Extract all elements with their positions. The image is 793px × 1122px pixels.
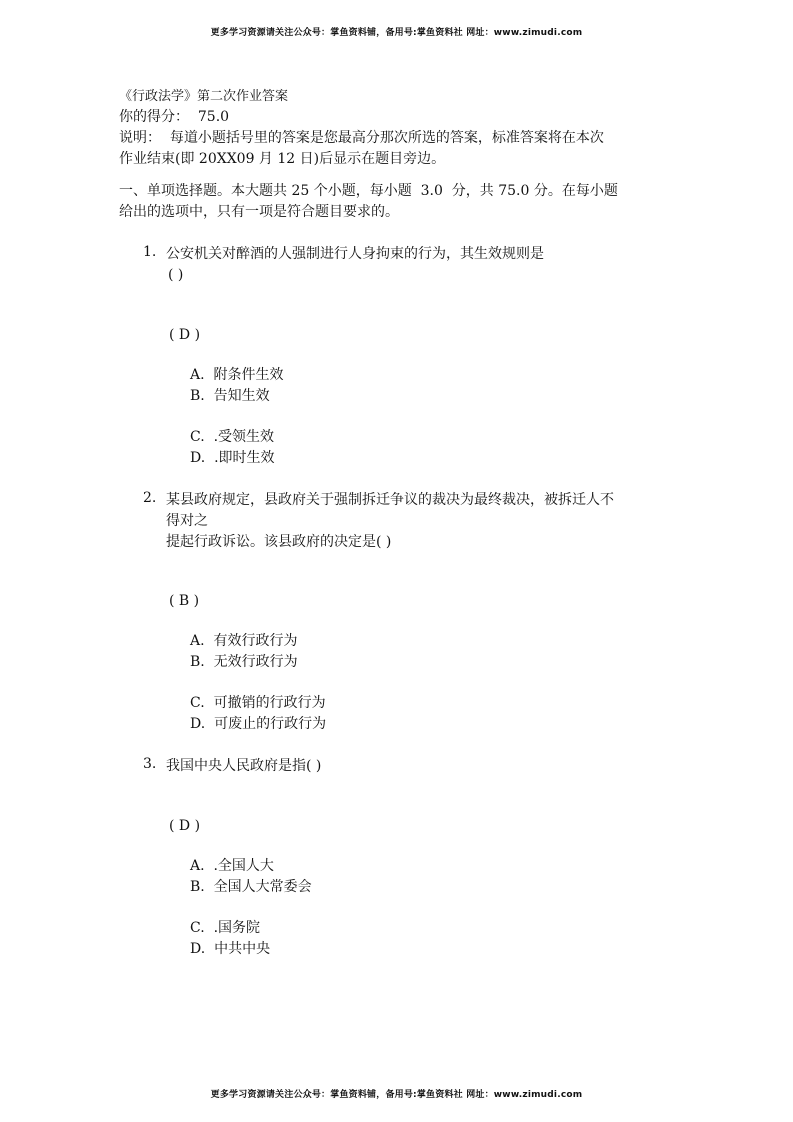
question-text-line-2: ( ): [168, 267, 184, 283]
question-number: 2.: [143, 490, 157, 506]
score-line: 你的得分： 75.0: [119, 109, 230, 125]
question-3-option-d: D. 中共中央: [190, 941, 271, 957]
question-2-option-d: D. 可废止的行政行为: [190, 716, 327, 732]
question-text-line-1: 我国中央人民政府是指( ): [166, 758, 322, 774]
document-intro: [119, 86, 679, 223]
section-line-2: 给出的选项中，只有一项是符合题目要求的。: [119, 204, 399, 220]
question-2-option-b: B. 无效行政行为: [190, 654, 298, 670]
question-2-answer: ( B ): [169, 593, 200, 609]
question-1-option-c: C. .受领生效: [190, 429, 275, 445]
document-title: 《行政法学》第二次作业答案: [119, 89, 289, 104]
question-3: [143, 756, 683, 777]
question-3-option-b: B. 全国人大常委会: [190, 879, 312, 895]
question-1-answer: ( D ): [169, 327, 201, 343]
question-3-answer: ( D ): [169, 818, 201, 834]
question-number: 3.: [143, 756, 157, 772]
question-text-line-3: 提起行政诉讼。该县政府的决定是( ): [166, 534, 392, 550]
spacer: [119, 170, 679, 181]
question-2-option-a: A. 有效行政行为: [190, 633, 298, 649]
question-number: 1.: [143, 244, 157, 260]
note-line-1: 说明： 每道小题括号里的答案是您最高分那次所选的答案，标准答案将在本次: [119, 130, 604, 146]
question-1-option-a: A. 附条件生效: [190, 367, 284, 383]
note-line-2: 作业结束(即 20XX09 月 12 日)后显示在题目旁边。: [119, 151, 446, 167]
section-line-1: 一、单项选择题。本大题共 25 个小题，每小题 3.0 分，共 75.0 分。在每小题: [119, 183, 618, 199]
question-2-option-c: C. 可撤销的行政行为: [190, 695, 326, 711]
question-2: [143, 490, 683, 553]
question-1-option-b: B. 告知生效: [190, 388, 270, 404]
question-3-option-c: C. .国务院: [190, 920, 261, 936]
page-footer: 更多学习资源请关注公众号：掌鱼资料铺，备用号:掌鱼资料社 网址：www.zimudi.com: [210, 1090, 583, 1100]
question-3-option-a: A. .全国人大: [190, 858, 274, 874]
page-header: 更多学习资源请关注公众号：掌鱼资料铺，备用号:掌鱼资料社 网址：www.zimudi.com: [210, 28, 583, 38]
question-1-option-d: D. .即时生效: [190, 450, 275, 466]
question-text-line-1: 公安机关对醉酒的人强制进行人身拘束的行为，其生效规则是: [166, 246, 544, 262]
question-1: [143, 244, 683, 286]
question-text-line-2: 得对之: [166, 513, 208, 529]
question-text-line-1: 某县政府规定，县政府关于强制拆迁争议的裁决为最终裁决，被拆迁人不: [166, 492, 614, 508]
